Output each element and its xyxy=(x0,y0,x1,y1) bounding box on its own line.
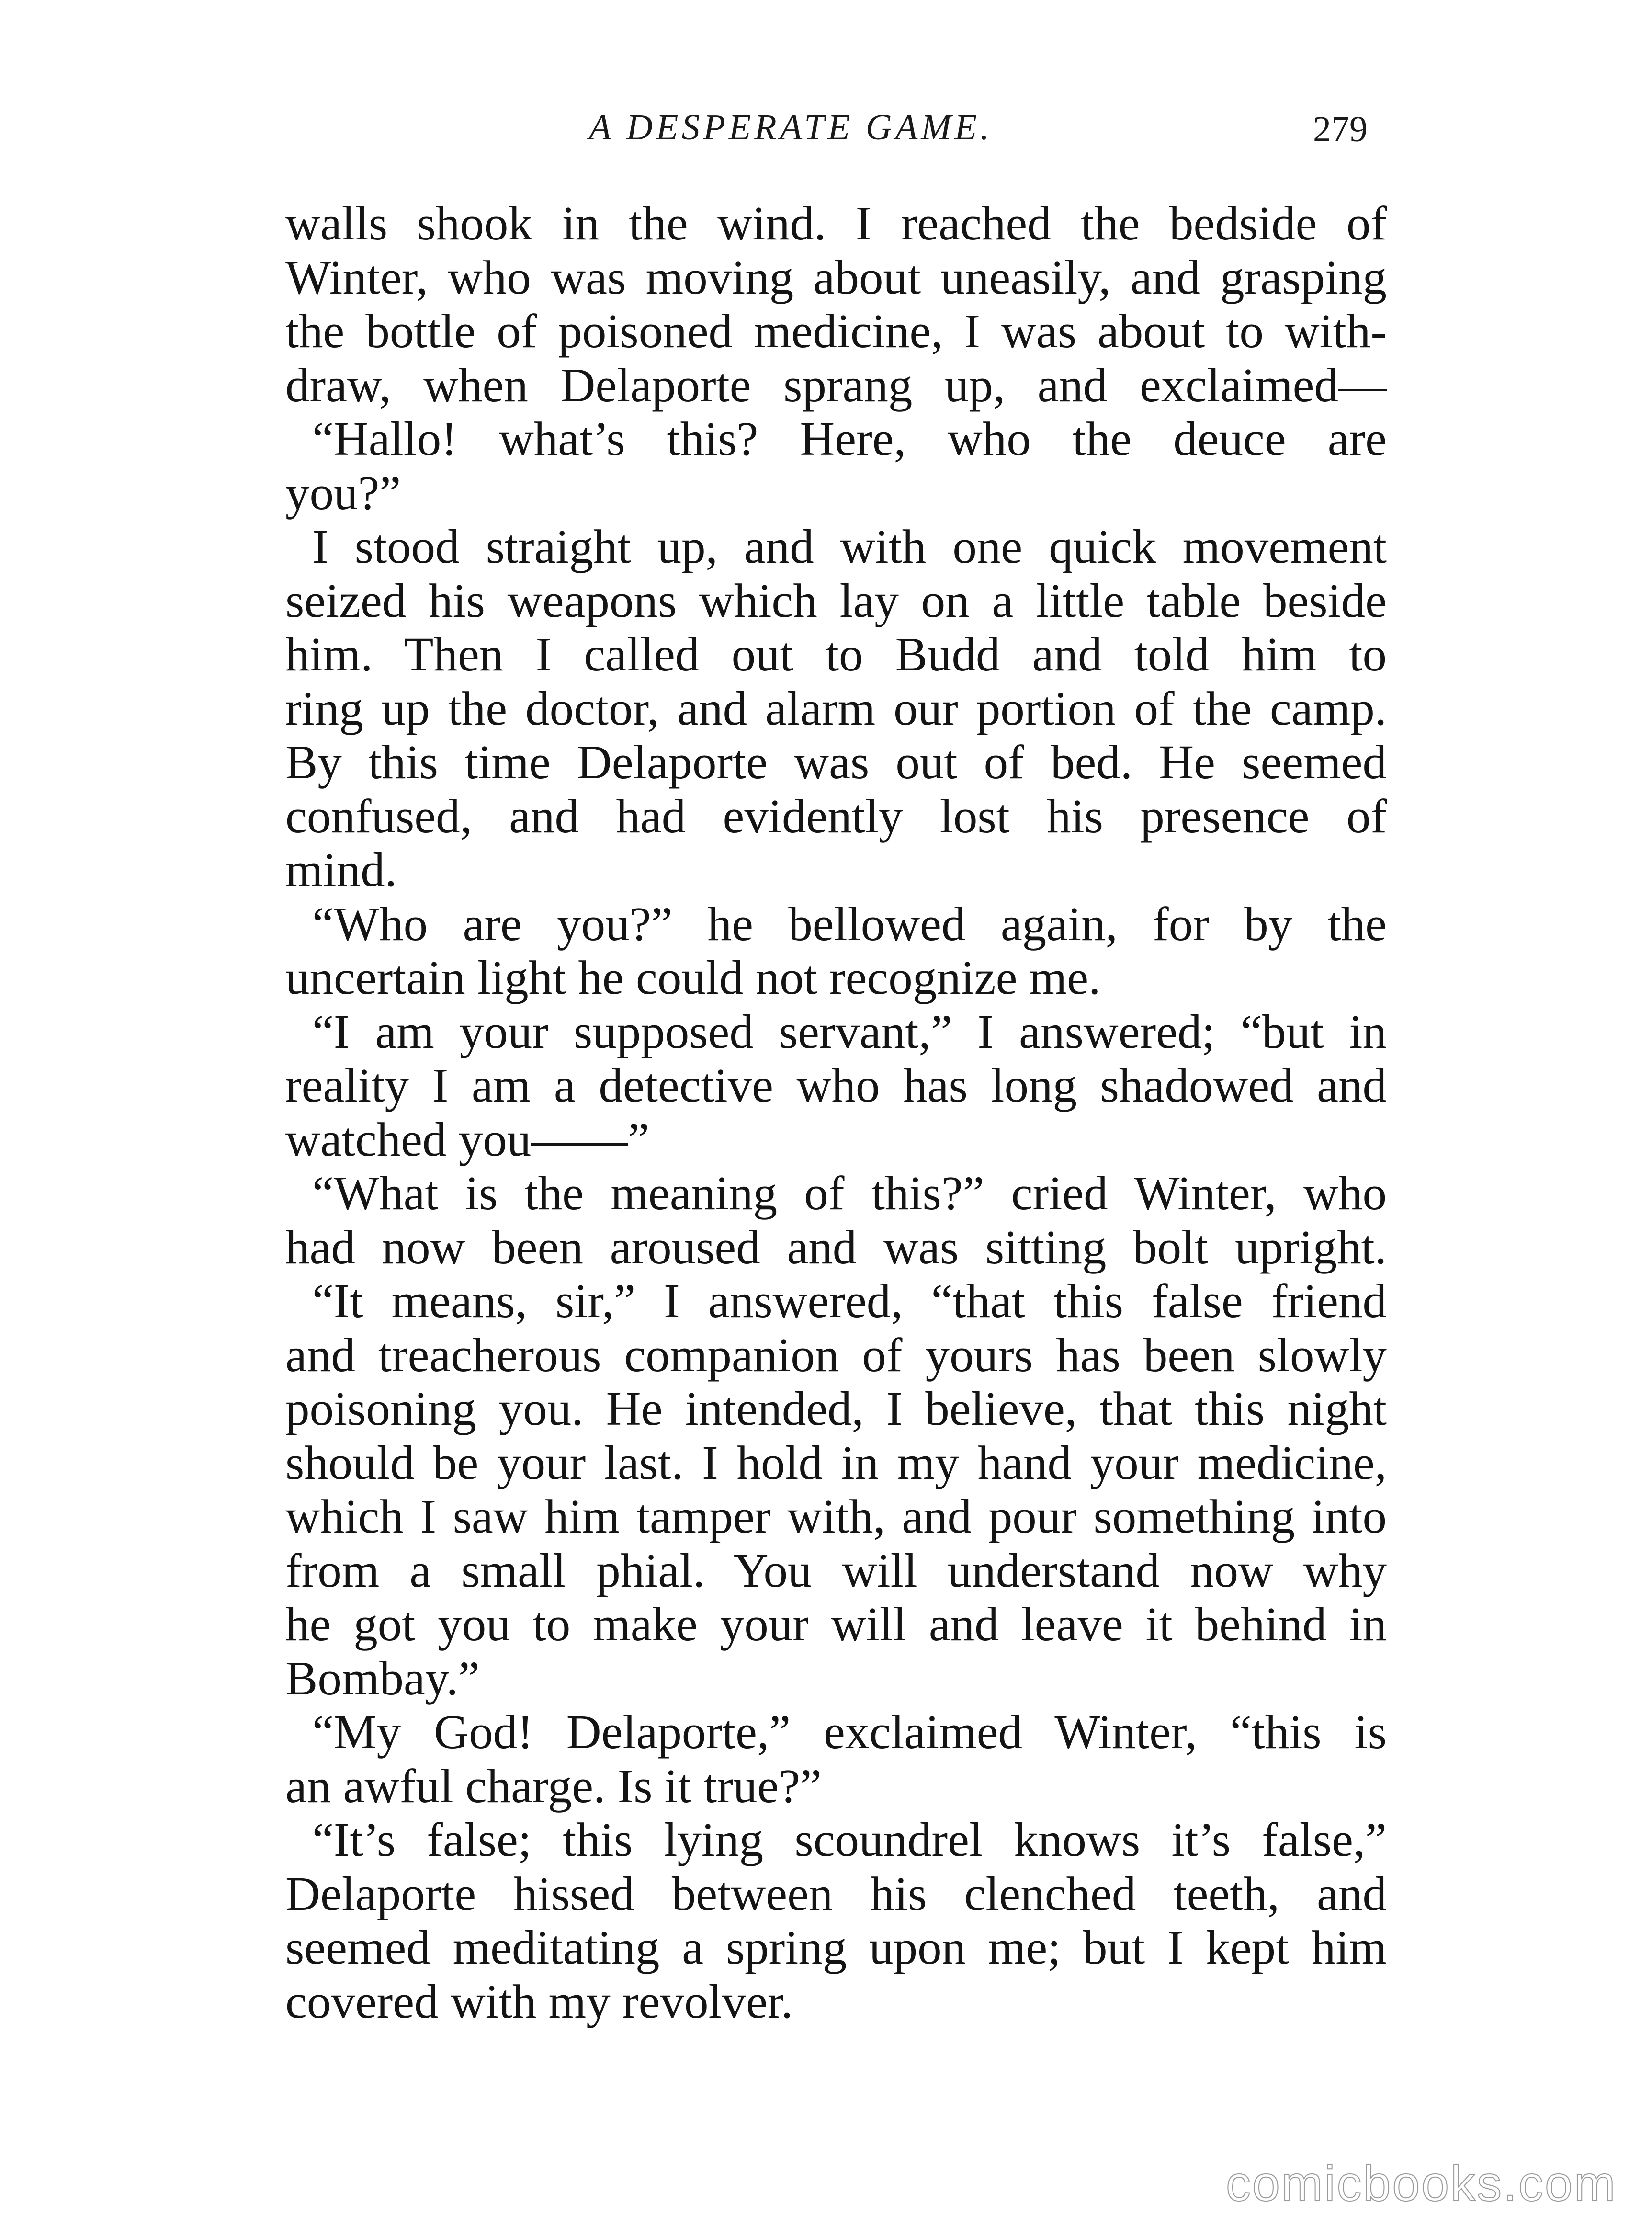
text-line: which I saw him tamper with, and pour something into xyxy=(285,1489,1387,1543)
text-line: “Hallo! what’s this? Here, who the deuce are xyxy=(312,412,1387,466)
text-line: uncertain light he could not recognize me. xyxy=(285,951,1101,1004)
text-line: “What is the meaning of this?” cried Winter, who xyxy=(312,1166,1387,1220)
text-line: and treacherous companion of yours has been slowly xyxy=(285,1328,1387,1382)
text-line: “It means, sir,” I answered, “that this false friend xyxy=(312,1274,1387,1328)
text-line: draw, when Delaporte sprang up, and exclaimed— xyxy=(285,358,1387,412)
text-line: an awful charge. Is it true?” xyxy=(285,1759,822,1813)
text-line: the bottle of poisoned medicine, I was about to with- xyxy=(285,304,1387,358)
text-line: from a small phial. You will understand now why xyxy=(285,1543,1387,1597)
text-line: I stood straight up, and with one quick movement xyxy=(312,520,1387,573)
text-line: ring up the doctor, and alarm our portion of the camp. xyxy=(285,681,1387,735)
text-line: mind. xyxy=(285,843,397,897)
text-line: had now been aroused and was sitting bolt upright. xyxy=(285,1220,1387,1274)
text-line: seized his weapons which lay on a little table beside xyxy=(285,573,1387,627)
page-number: 279 xyxy=(1313,109,1368,149)
watermark: comicbooks.com xyxy=(1226,2156,1617,2212)
text-line: watched you——” xyxy=(285,1112,650,1166)
text-line: reality I am a detective who has long shadowed and xyxy=(285,1058,1387,1112)
text-line: should be your last. I hold in my hand your medicine, xyxy=(285,1435,1387,1489)
text-line: seemed meditating a spring upon me; but I kept him xyxy=(285,1920,1387,1974)
text-line: walls shook in the wind. I reached the bedside of xyxy=(285,196,1387,250)
text-line: he got you to make your will and leave it behind in xyxy=(285,1597,1387,1651)
text-line: “I am your supposed servant,” I answered; “but in xyxy=(312,1004,1387,1058)
text-line: Delaporte hissed between his clenched teeth, and xyxy=(285,1866,1387,1920)
body-text xyxy=(285,196,1387,2028)
text-line: you?” xyxy=(285,466,401,520)
text-line: him. Then I called out to Budd and told him to xyxy=(285,627,1387,681)
text-line: Winter, who was moving about uneasily, and grasping xyxy=(285,250,1387,304)
text-line: By this time Delaporte was out of bed. He seemed xyxy=(285,735,1387,789)
text-line: Bombay.” xyxy=(285,1651,480,1705)
running-head-title: A DESPERATE GAME. xyxy=(589,107,993,148)
text-line: covered with my revolver. xyxy=(285,1974,793,2028)
text-line: poisoning you. He intended, I believe, that this night xyxy=(285,1382,1387,1435)
text-line: confused, and had evidently lost his presence of xyxy=(285,789,1387,843)
text-line: “Who are you?” he bellowed again, for by the xyxy=(312,897,1387,951)
text-line: “It’s false; this lying scoundrel knows it’s false,” xyxy=(312,1813,1387,1866)
text-line: “My God! Delaporte,” exclaimed Winter, “this is xyxy=(312,1705,1387,1759)
